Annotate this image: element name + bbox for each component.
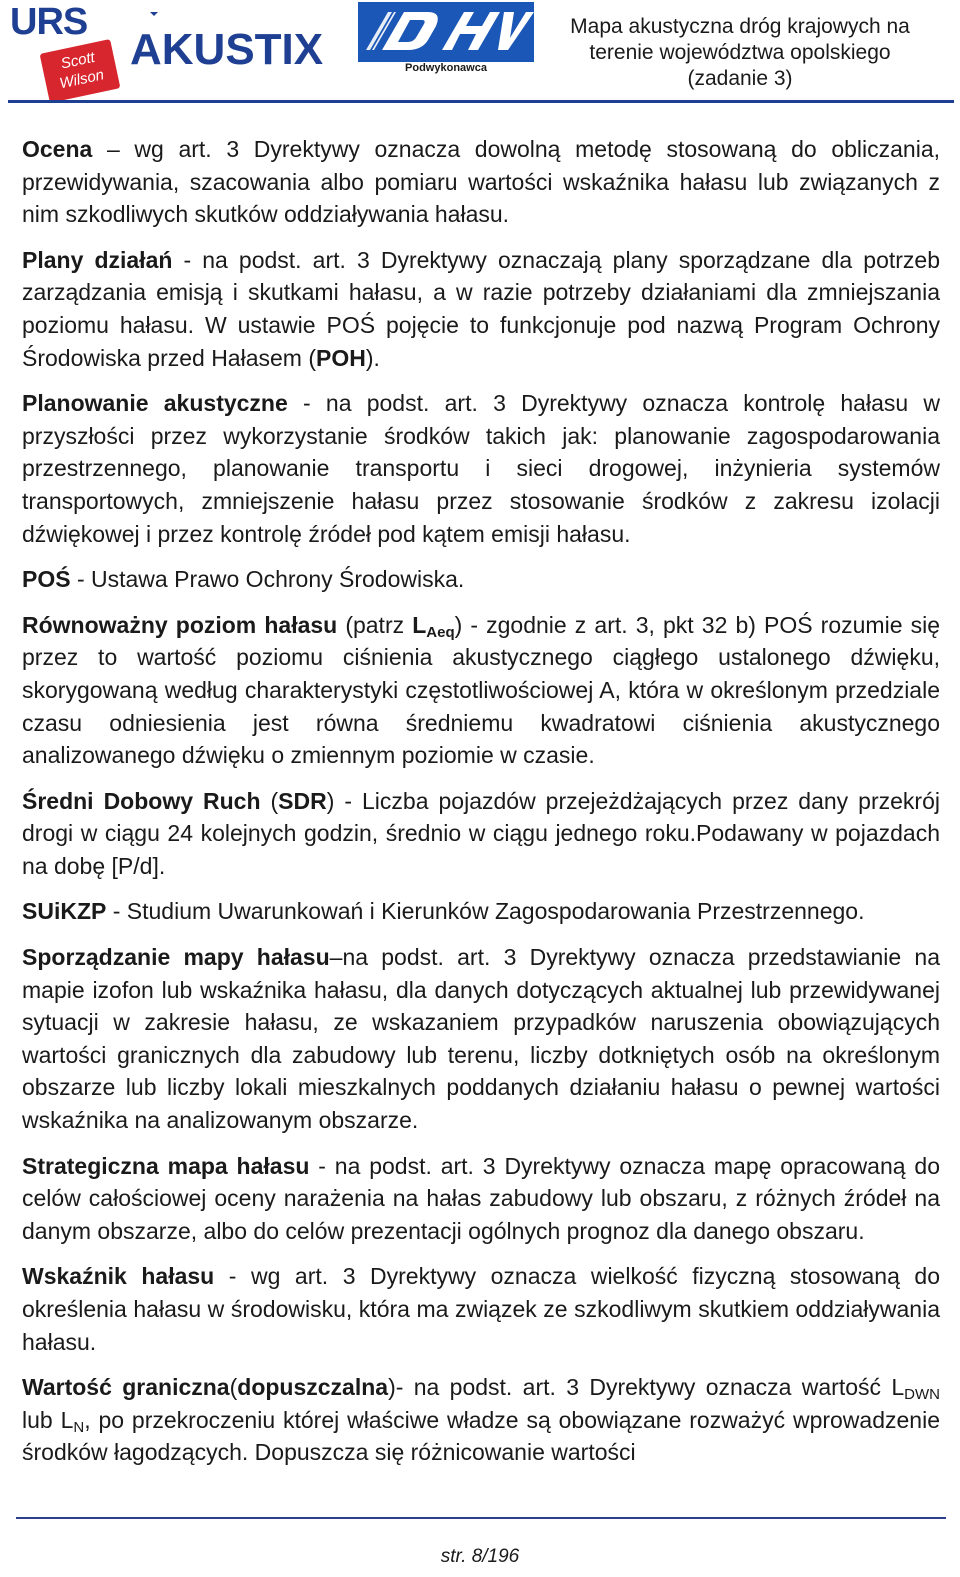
definition-term: Planowanie akustyczne	[22, 390, 288, 417]
definition-planowanie-akustyczne	[22, 387, 940, 550]
definition-wartosc-graniczna	[22, 1371, 940, 1469]
definition-term: SUiKZP	[22, 898, 107, 925]
definition-text: – wg art. 3 Dyrektywy oznacza dowolną metodę stosowaną do obliczania, przewidywania, szacowania albo pomiaru wartości wskaźnika hałasu lub związanych z nim szkodliwych skutków oddziaływania hałasu.	[22, 136, 940, 228]
definition-text: - Studium Uwarunkowań i Kierunków Zagospodarowania Przestrzennego.	[106, 898, 865, 925]
urs-logo-text: URS	[10, 1, 88, 43]
definition-text: ) - zgodnie z art. 3, pkt 32 b) POŚ rozumie się przez to wartość poziomu ciśnienia akustycznego ciągłego ustalonego dźwięku, skorygowaną według charakterystyki częstotliwościowej A, która w określonym przedziale czasu odniesienia jest równa średniemu kwadratowi ciśnienia akustycznego analizowanego dźwięku o zmiennym poziomie w czasie.	[22, 611, 940, 769]
definition-text: –na podst. art. 3 Dyrektywy oznacza przedstawianie na mapie izofon lub wskaźnika hałasu, dla danych dotyczących aktualnej lub przewidywanej sytuacji w zakresie hałasu, ze wskazaniem przypadków naruszenia obowiązujących wartości granicznych dla zabudowy lub terenu, liczby dotkniętych osób na określonym obszarze lub liczby lokali mieszkalnych poddanych działaniu hałasu o pewnej wartości wskaźnika na analizowanym obszarze.	[22, 944, 941, 1134]
definition-term: Wskaźnik hałasu	[22, 1263, 215, 1290]
definition-pos	[22, 563, 940, 596]
definition-strategiczna-mapa	[22, 1150, 940, 1248]
definition-plany-dzialan	[22, 244, 940, 374]
document-title-line-3: (zadanie 3)	[687, 67, 793, 90]
scott-wilson-line2: Wilson	[58, 66, 106, 93]
dhv-logo-glyphs	[358, 2, 534, 62]
definition-text: - wg art. 3 Dyrektywy oznacza wielkość fizyczną stosowaną do określenia hałasu w środowisku, która ma związek ze szkodliwym skutkiem oddziaływania hałasu.	[22, 1263, 941, 1355]
definition-term: Sporządzanie mapy hałasu	[22, 944, 330, 971]
definition-term: Ocena	[22, 136, 93, 162]
definition-abbrev: POH	[316, 344, 366, 371]
document-title	[550, 14, 930, 92]
dhv-caption: Podwykonawca	[405, 62, 487, 74]
definition-term: Plany działań	[22, 246, 173, 273]
definition-term: POŚ	[22, 566, 71, 593]
definition-term: Wartość graniczna	[22, 1374, 230, 1401]
definition-sporzadzanie-mapy	[22, 941, 940, 1137]
definition-rownowazny-poziom	[22, 609, 940, 772]
definition-text-before: (	[260, 787, 279, 814]
definition-term: Średni Dobowy Ruch	[22, 787, 261, 814]
definition-wskaznik-halasu	[22, 1260, 940, 1358]
definition-text: , po przekroczeniu której właściwe władze są obowiązane rozważyć wprowadzenie środków łagodzących. Dopuszcza się różnicowanie wartości	[22, 1406, 940, 1466]
document-title-line-2: terenie województwa opolskiego	[589, 41, 891, 64]
document-title-line-1: Mapa akustyczna dróg krajowych na	[570, 15, 910, 38]
definition-text: - na podst. art. 3 Dyrektywy oznacza kontrolę hałasu w przyszłości przez wykorzystanie środków takich jak: planowanie zagospodarowania przestrzennego, planowanie transportu i sieci drogowej, inżynieria systemów transportowych, zmniejszenie hałasu przez stosowanie środków z zakresu izolacji dźwiękowej i przez kontrolę źródeł pod kątem emisji hałasu.	[22, 390, 940, 547]
definition-text: ) - Liczba pojazdów przejeżdżających przez dany przekrój drogi w ciągu 24 kolejnych godzin, średnio w ciągu jednego roku.Podawany w pojazdach na dobę [P/d].	[22, 787, 940, 879]
symbol-ldwn: $L_{DWN}$	[891, 1374, 940, 1404]
definition-paren-open: (	[229, 1374, 238, 1401]
definition-text: - Ustawa Prawo Ochrony Środowiska.	[70, 566, 465, 593]
definition-sredni-dobowy-ruch	[22, 785, 940, 883]
definition-tail: ).	[365, 344, 380, 371]
definition-abbrev: SDR	[278, 787, 327, 814]
definition-text: - na podst. art. 3 Dyrektywy oznacza mapę opracowaną do celów całościowej oceny narażenia na hałas zabudowy lub obszaru, z różnych źródeł na danym obszarze, albo do celów prezentacji ogólnych prognoz dla danego obszaru.	[22, 1152, 940, 1244]
definition-text-before: )- na podst. art. 3 Dyrektywy oznacza wartość	[388, 1374, 892, 1401]
akustix-logo-text: AKUSTIX	[130, 25, 324, 74]
urs-scott-wilson-logo	[10, 2, 110, 102]
definition-suikzp	[22, 895, 940, 928]
definition-text-before: (patrz	[337, 611, 413, 638]
definition-term: Równoważny poziom hałasu	[22, 611, 338, 638]
glossary-section	[22, 133, 940, 1482]
definition-ocena	[22, 133, 940, 231]
akustix-logo	[130, 12, 340, 74]
footer-divider	[16, 1517, 946, 1519]
symbol-laeq: $L_{Aeq}$	[412, 611, 455, 641]
page-number: str. 8/196	[440, 1546, 520, 1567]
scott-wilson-badge	[40, 39, 121, 103]
page-header	[0, 0, 960, 108]
symbol-ln: $L_N$	[60, 1406, 85, 1436]
dhv-logo-mark	[358, 2, 534, 62]
header-divider	[8, 100, 954, 103]
dhv-logo	[358, 2, 534, 78]
definition-term: Strategiczna mapa hałasu	[22, 1152, 310, 1179]
definition-text: - na podst. art. 3 Dyrektywy oznaczają plany sporządzane dla potrzeb zarządzania emisją i skutkami hałasu, a w razie potrzeby działaniami dla zmniejszania poziomu hałasu. W ustawie POŚ pojęcie to funkcjonuje pod nazwą Program Ochrony Środowiska przed Hałasem (	[22, 246, 941, 371]
scott-wilson-line1: Scott	[59, 48, 97, 73]
definition-abbrev: dopuszczalna	[237, 1374, 389, 1401]
definition-mid: lub	[22, 1406, 61, 1433]
